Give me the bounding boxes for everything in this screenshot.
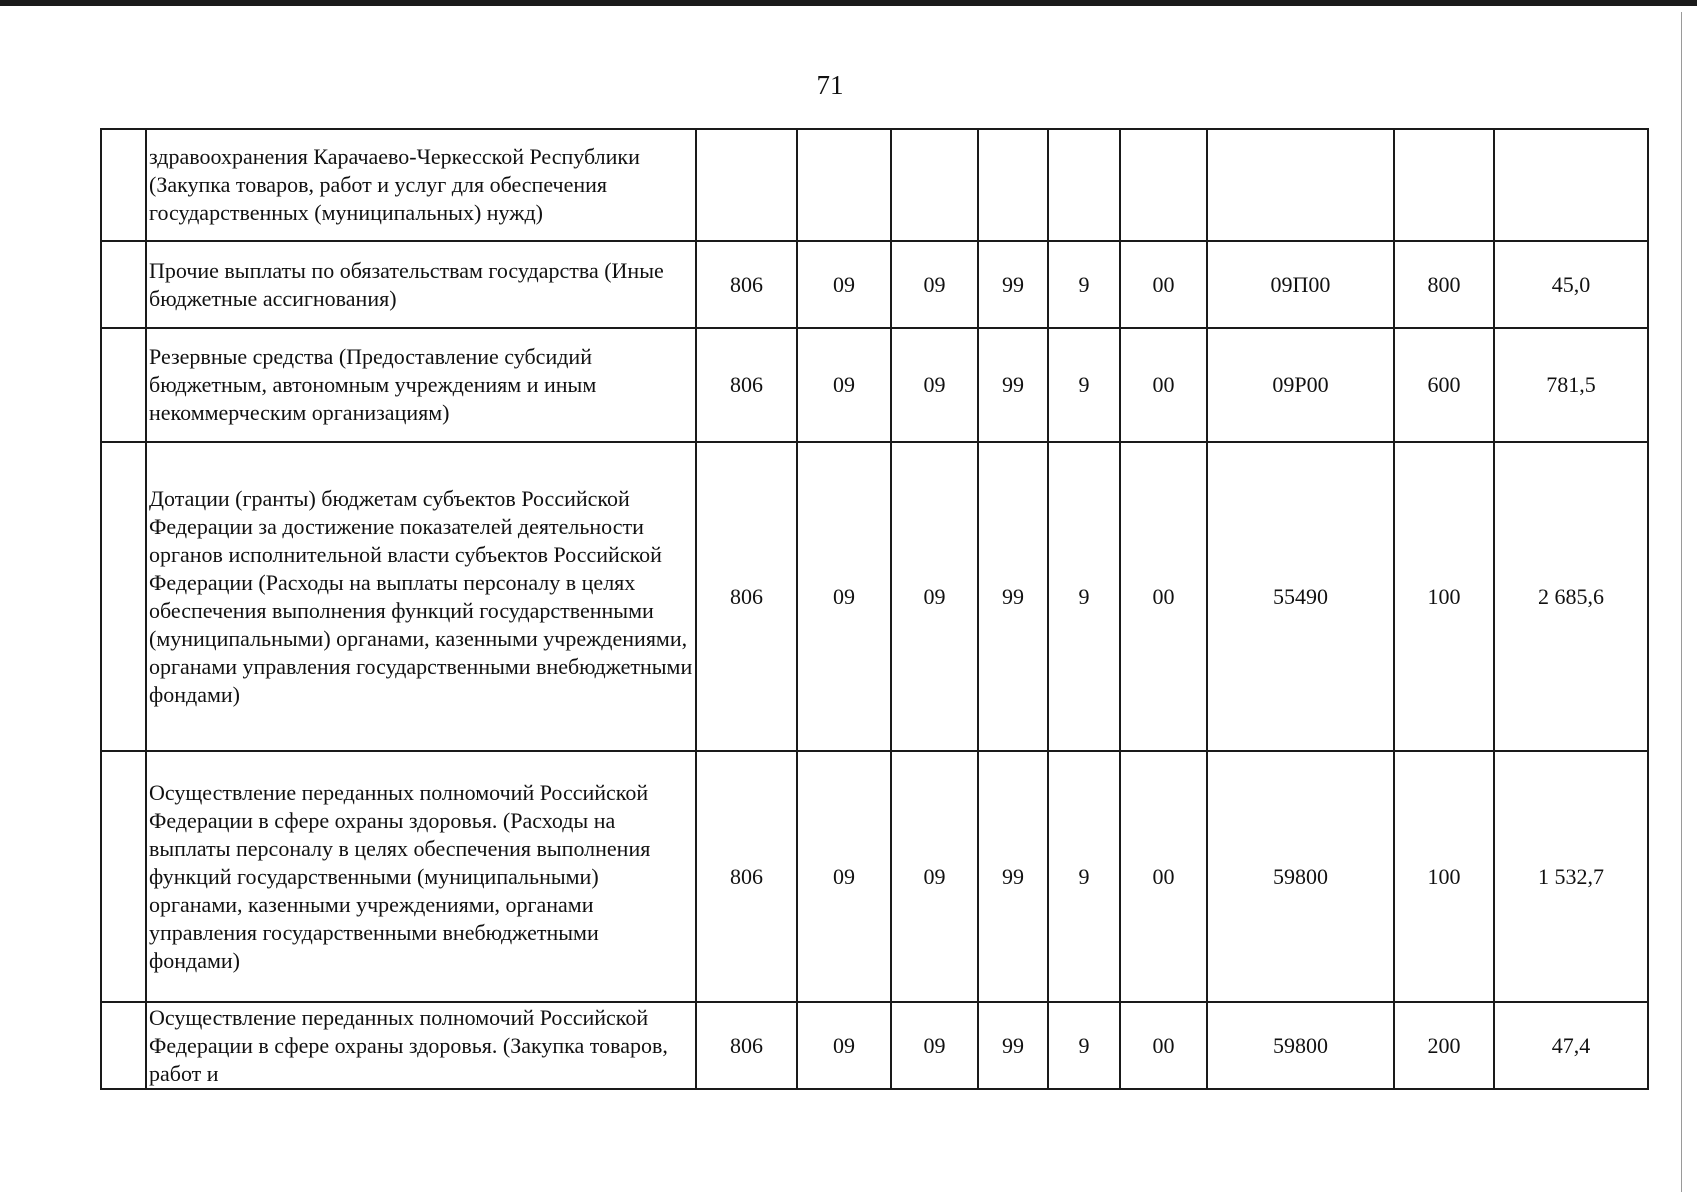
row-number-cell bbox=[101, 328, 146, 442]
budget-table bbox=[100, 128, 1649, 1090]
csr-program-cell: 99 bbox=[978, 751, 1048, 1002]
table-row bbox=[101, 751, 1648, 1002]
csr-direction-cell: 09П00 bbox=[1207, 241, 1394, 328]
row-description: Осуществление переданных полномочий Российской Федерации в сфере охраны здоровья. (Закупка товаров, работ и bbox=[149, 1004, 668, 1086]
csr-direction-cell: 59800 bbox=[1207, 751, 1394, 1002]
gr-cell: 806 bbox=[696, 328, 797, 442]
rz-cell: 09 bbox=[797, 442, 891, 751]
pr-cell bbox=[891, 129, 978, 241]
page-number: 71 bbox=[816, 70, 844, 100]
rz-cell: 09 bbox=[797, 241, 891, 328]
sum-cell: 781,5 bbox=[1494, 328, 1648, 442]
pr-cell: 09 bbox=[891, 1002, 978, 1089]
row-description: Резервные средства (Предоставление субсидий бюджетным, автономным учреждениям и иным некоммерческим организациям) bbox=[149, 344, 597, 425]
sum-cell: 45,0 bbox=[1494, 241, 1648, 328]
rz-cell: 09 bbox=[797, 1002, 891, 1089]
csr-program-cell: 99 bbox=[978, 442, 1048, 751]
table-row bbox=[101, 1002, 1648, 1089]
csr-direction-cell bbox=[1207, 129, 1394, 241]
row-description-cell bbox=[146, 442, 696, 751]
vr-cell: 600 bbox=[1394, 328, 1494, 442]
row-description-cell bbox=[146, 1002, 696, 1089]
gr-cell: 806 bbox=[696, 241, 797, 328]
table-row bbox=[101, 442, 1648, 751]
vr-cell bbox=[1394, 129, 1494, 241]
rz-cell: 09 bbox=[797, 751, 891, 1002]
rz-cell bbox=[797, 129, 891, 241]
table-row bbox=[101, 129, 1648, 241]
gr-cell: 806 bbox=[696, 1002, 797, 1089]
csr-subprogram-cell: 9 bbox=[1048, 751, 1120, 1002]
csr-subprogram-cell bbox=[1048, 129, 1120, 241]
csr-event-cell: 00 bbox=[1120, 1002, 1207, 1089]
vr-cell: 200 bbox=[1394, 1002, 1494, 1089]
vr-cell: 800 bbox=[1394, 241, 1494, 328]
row-number-cell bbox=[101, 241, 146, 328]
sum-cell: 1 532,7 bbox=[1494, 751, 1648, 1002]
sum-cell: 47,4 bbox=[1494, 1002, 1648, 1089]
csr-direction-cell: 59800 bbox=[1207, 1002, 1394, 1089]
row-description-cell bbox=[146, 328, 696, 442]
csr-event-cell: 00 bbox=[1120, 751, 1207, 1002]
pr-cell: 09 bbox=[891, 751, 978, 1002]
csr-event-cell: 00 bbox=[1120, 442, 1207, 751]
csr-event-cell bbox=[1120, 129, 1207, 241]
csr-event-cell: 00 bbox=[1120, 241, 1207, 328]
csr-subprogram-cell: 9 bbox=[1048, 241, 1120, 328]
pr-cell: 09 bbox=[891, 328, 978, 442]
row-description-cell bbox=[146, 751, 696, 1002]
gr-cell: 806 bbox=[696, 751, 797, 1002]
csr-subprogram-cell: 9 bbox=[1048, 1002, 1120, 1089]
table-row bbox=[101, 328, 1648, 442]
row-number-cell bbox=[101, 751, 146, 1002]
row-description-cell bbox=[146, 241, 696, 328]
csr-subprogram-cell: 9 bbox=[1048, 442, 1120, 751]
rz-cell: 09 bbox=[797, 328, 891, 442]
row-description: Дотации (гранты) бюджетам субъектов Российской Федерации за достижение показателей деятельности органов исполнительной власти субъектов Российской Федерации (Расходы на выплаты персоналу в целях обеспечения выполнения функций государственными (муниципальными) органами, казенными учреждениями, органами управления государственными внебюджетными фондами) bbox=[149, 485, 693, 707]
vr-cell: 100 bbox=[1394, 442, 1494, 751]
sum-cell: 2 685,6 bbox=[1494, 442, 1648, 751]
gr-cell bbox=[696, 129, 797, 241]
row-number-cell bbox=[101, 442, 146, 751]
csr-direction-cell: 09Р00 bbox=[1207, 328, 1394, 442]
row-description: Прочие выплаты по обязательствам государства (Иные бюджетные ассигнования) bbox=[149, 257, 664, 311]
csr-program-cell: 99 bbox=[978, 328, 1048, 442]
csr-program-cell: 99 bbox=[978, 1002, 1048, 1089]
scan-right-edge-mark bbox=[1681, 12, 1682, 1192]
table-row bbox=[101, 241, 1648, 328]
row-number-cell bbox=[101, 129, 146, 241]
gr-cell: 806 bbox=[696, 442, 797, 751]
pr-cell: 09 bbox=[891, 241, 978, 328]
row-description-cell bbox=[146, 129, 696, 241]
sum-cell bbox=[1494, 129, 1648, 241]
row-description: Осуществление переданных полномочий Российской Федерации в сфере охраны здоровья. (Расходы на выплаты персоналу в целях обеспечения выполнения функций государственными (муниципальными) органами, казенными учреждениями, органами управления государственными внебюджетными фондами) bbox=[149, 779, 651, 973]
csr-program-cell bbox=[978, 129, 1048, 241]
row-number-cell bbox=[101, 1002, 146, 1089]
csr-subprogram-cell: 9 bbox=[1048, 328, 1120, 442]
csr-direction-cell: 55490 bbox=[1207, 442, 1394, 751]
csr-event-cell: 00 bbox=[1120, 328, 1207, 442]
scan-top-border bbox=[0, 0, 1697, 6]
vr-cell: 100 bbox=[1394, 751, 1494, 1002]
row-description: здравоохранения Карачаево-Черкесской Республики (Закупка товаров, работ и услуг для обеспечения государственных (муниципальных) нужд) bbox=[149, 144, 640, 225]
csr-program-cell: 99 bbox=[978, 241, 1048, 328]
pr-cell: 09 bbox=[891, 442, 978, 751]
